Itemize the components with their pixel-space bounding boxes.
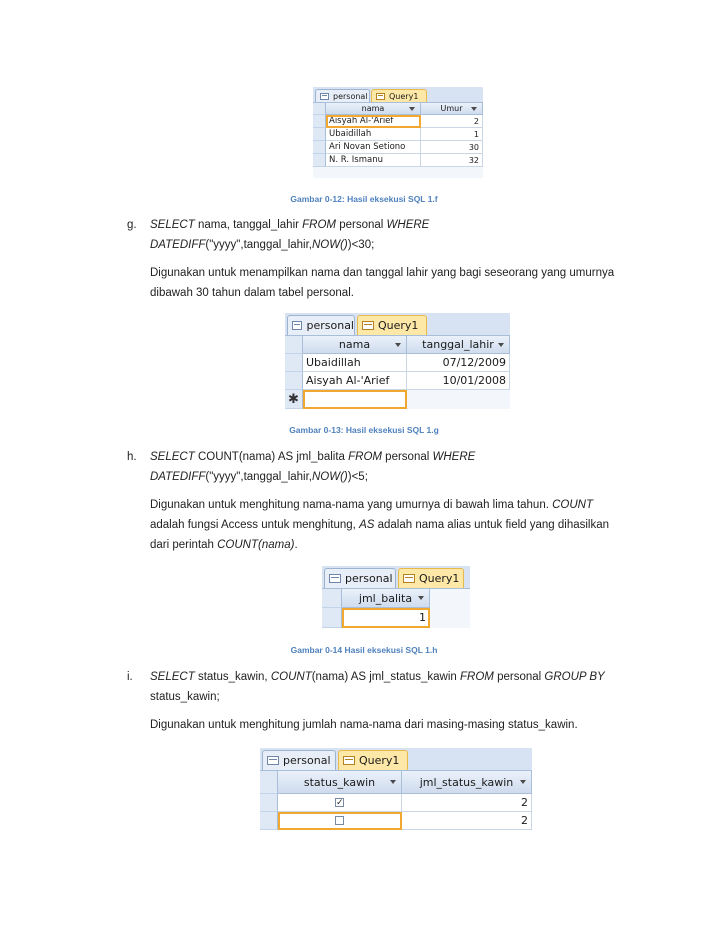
table-cell[interactable]: N. R. Ismanu (326, 154, 421, 167)
row-selector[interactable] (260, 812, 278, 830)
table-cell[interactable]: 10/01/2008 (407, 372, 510, 390)
description-line: Digunakan untuk menampilkan nama dan tanggal lahir yang bagi seseorang yang umurnya (150, 267, 615, 279)
column-header-umur[interactable]: Umur (421, 103, 483, 115)
sql-statement-line2: DATEDIFF("yyyy",tanggal_lahir,NOW())<30; (150, 239, 375, 251)
sql-statement-line2: DATEDIFF("yyyy",tanggal_lahir,NOW())<5; (150, 471, 368, 483)
datasheet-query1-umur (313, 87, 483, 178)
tab-query1[interactable] (398, 568, 464, 588)
new-record-cell[interactable] (303, 390, 407, 409)
sql-statement-line2: status_kawin; (150, 691, 220, 703)
select-all-corner[interactable] (313, 103, 326, 115)
table-icon (267, 756, 279, 765)
description-line: dibawah 30 tahun dalam tabel personal. (150, 287, 354, 299)
row-selector[interactable] (313, 154, 326, 167)
dropdown-arrow-icon (395, 343, 401, 347)
column-header-nama[interactable]: nama (326, 103, 421, 115)
tab-bar (322, 566, 470, 589)
figure-caption: Gambar 0-14 Hasil eksekusi SQL 1.h (290, 645, 438, 655)
tab-label: personal (333, 91, 368, 101)
table-cell[interactable]: 1 (421, 128, 483, 141)
sql-statement-line1: SELECT status_kawin, COUNT(nama) AS jml_status_kawin FROM personal GROUP BY (150, 671, 605, 683)
select-all-corner[interactable] (260, 771, 278, 794)
tab-label: Query1 (378, 319, 419, 332)
status-kawin-checkbox[interactable] (335, 816, 344, 825)
select-all-corner[interactable] (322, 589, 342, 608)
column-header-status-kawin[interactable]: status_kawin (278, 771, 402, 794)
tab-label: personal (345, 572, 393, 585)
table-cell[interactable]: 2 (402, 812, 532, 830)
row-selector[interactable] (285, 372, 303, 390)
table-icon (329, 574, 341, 583)
dropdown-arrow-icon (418, 596, 424, 600)
tab-label: Query1 (419, 572, 460, 585)
tab-label: personal (283, 754, 331, 767)
datasheet-query1-status-kawin (260, 748, 532, 830)
query-icon (343, 756, 355, 765)
list-marker: i. (127, 671, 133, 683)
row-selector[interactable] (313, 128, 326, 141)
table-cell[interactable]: 1 (342, 608, 430, 628)
table-cell[interactable]: Ubaidillah (303, 354, 407, 372)
tab-query1[interactable] (338, 750, 408, 770)
tab-personal[interactable] (315, 89, 370, 102)
tab-bar (313, 87, 483, 103)
table-icon (320, 93, 329, 100)
tab-personal[interactable] (324, 568, 396, 588)
table-cell[interactable]: 30 (421, 141, 483, 154)
list-marker: h. (127, 451, 137, 463)
datasheet-query1-tanggal-lahir (285, 313, 510, 409)
query-icon (362, 321, 374, 330)
tab-personal[interactable] (262, 750, 336, 770)
query-icon (376, 93, 385, 100)
status-kawin-checkbox[interactable] (335, 798, 344, 807)
dropdown-arrow-icon (390, 780, 396, 784)
sql-statement-line1: SELECT COUNT(nama) AS jml_balita FROM personal WHERE (150, 451, 476, 463)
table-cell[interactable]: 2 (402, 794, 532, 812)
tab-bar (260, 748, 532, 771)
row-selector[interactable] (322, 608, 342, 628)
tab-label: Query1 (359, 754, 400, 767)
sql-statement-line1: SELECT nama, tanggal_lahir FROM personal WHERE (150, 219, 430, 231)
table-cell[interactable]: 07/12/2009 (407, 354, 510, 372)
description-line: Digunakan untuk menghitung jumlah nama-nama dari masing-masing status_kawin. (150, 719, 578, 731)
table-cell[interactable]: Ubaidillah (326, 128, 421, 141)
description-line: adalah fungsi Access untuk menghitung, AS adalah nama alias untuk field yang dihasilkan (150, 519, 610, 531)
column-header-tanggal-lahir[interactable]: tanggal_lahir (407, 336, 510, 354)
figure-caption: Gambar 0-12: Hasil eksekusi SQL 1.f (290, 194, 438, 204)
row-selector[interactable] (260, 794, 278, 812)
checkbox-cell[interactable] (278, 812, 402, 830)
table-cell[interactable]: Aisyah Al-'Arief (303, 372, 407, 390)
row-selector[interactable] (313, 115, 326, 128)
datasheet-query1-jml-balita (322, 566, 470, 628)
list-marker: g. (127, 219, 137, 231)
column-header-jml-balita[interactable]: jml_balita (342, 589, 430, 608)
select-all-corner[interactable] (285, 336, 303, 354)
dropdown-arrow-icon (498, 343, 504, 347)
tab-query1[interactable] (371, 89, 427, 102)
tab-personal[interactable] (287, 315, 355, 335)
new-record-selector[interactable] (285, 390, 303, 409)
table-cell[interactable]: Aisyah Al-'Arief (326, 115, 421, 128)
tab-label: Query1 (389, 91, 419, 101)
table-cell[interactable]: 32 (421, 154, 483, 167)
query-icon (403, 574, 415, 583)
table-cell[interactable]: 2 (421, 115, 483, 128)
dropdown-arrow-icon (471, 107, 477, 111)
table-cell[interactable]: Ari Novan Setiono (326, 141, 421, 154)
column-header-jml-status-kawin[interactable]: jml_status_kawin (402, 771, 532, 794)
table-icon (292, 321, 302, 330)
tab-bar (285, 313, 510, 336)
row-selector[interactable] (285, 354, 303, 372)
row-selector[interactable] (313, 141, 326, 154)
new-record-icon: ✱ (288, 392, 299, 407)
description-line: Digunakan untuk menghitung nama-nama yang umurnya di bawah lima tahun. COUNT (150, 499, 593, 511)
tab-query1[interactable] (357, 315, 427, 335)
description-line: dari perintah COUNT(nama). (150, 539, 298, 551)
dropdown-arrow-icon (520, 780, 526, 784)
column-header-nama[interactable]: nama (303, 336, 407, 354)
figure-caption: Gambar 0-13: Hasil eksekusi SQL 1.g (289, 425, 439, 435)
tab-label: personal (306, 319, 354, 332)
dropdown-arrow-icon (409, 107, 415, 111)
checkbox-cell[interactable] (278, 794, 402, 812)
